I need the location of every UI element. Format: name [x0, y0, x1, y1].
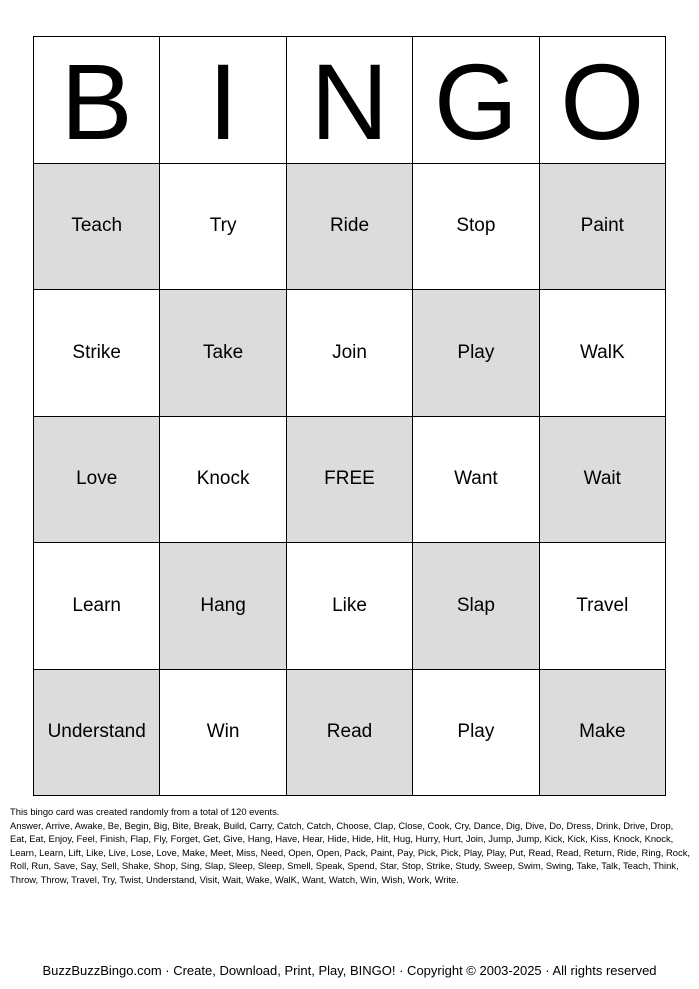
bingo-cell: WalK [540, 290, 666, 417]
bingo-cell: Want [413, 417, 539, 544]
header-letter-g: G [413, 37, 539, 164]
header-letter-o: O [540, 37, 666, 164]
card-info-note [10, 805, 690, 887]
bingo-cell: Slap [413, 543, 539, 670]
bingo-cell: Win [160, 670, 286, 797]
header-letter-i: I [160, 37, 286, 164]
bingo-cell: Like [287, 543, 413, 670]
bingo-cell: Play [413, 290, 539, 417]
bingo-cell: Stop [413, 164, 539, 291]
bingo-cell: Learn [34, 543, 160, 670]
header-letter-n: N [287, 37, 413, 164]
bingo-cell: Wait [540, 417, 666, 544]
free-space-cell: FREE [287, 417, 413, 544]
bingo-cell: Read [287, 670, 413, 797]
page-footer: BuzzBuzzBingo.com · Create, Download, Print, Play, BINGO! · Copyright © 2003-2025 · All rights reserved [42, 963, 657, 978]
bingo-cell: Teach [34, 164, 160, 291]
note-intro: This bingo card was created randomly from a total of 120 events. [10, 806, 280, 817]
event-list: Answer, Arrive, Awake, Be, Begin, Big, Bite, Break, Build, Carry, Catch, Catch, Choose, Clap, Close, Cook, Cry, Dance, Dig, Dive, Do, Dress, Drink, Drive, Drop, Eat, Eat, Enjoy, Feel, Finish, Flap, Fly, Forget, Get, Give, Hang, Have, Hear, Hide, Hide, Hit, Hug, Hurry, Hurt, Join, Jump, Jump, Kick, Kick, Kiss, Knock, Knock, Learn, Learn, Lift, Like, Live, Lose, Love, Make, Meet, Miss, Need, Open, Open, Pack, Paint, Pay, Pick, Pick, Play, Play, Put, Read, Read, Return, Ride, Ring, Rock, Roll, Run, Save, Say, Sell, Shake, Shop, Sing, Slap, Sleep, Sleep, Smell, Speak, Spend, Star, Stop, Strike, Study, Sweep, Swim, Swing, Take, Talk, Teach, Think, Throw, Throw, Travel, Try, Twist, Understand, Visit, Wait, Wake, WalK, Want, Watch, Win, Wish, Work, Write. [10, 819, 691, 885]
header-letter-b: B [34, 37, 160, 164]
bingo-cell: Knock [160, 417, 286, 544]
bingo-cell: Paint [540, 164, 666, 291]
bingo-cell: Try [160, 164, 286, 291]
bingo-cell: Love [34, 417, 160, 544]
bingo-cell: Understand [34, 670, 160, 797]
bingo-cell: Hang [160, 543, 286, 670]
bingo-cell: Make [540, 670, 666, 797]
bingo-cell: Take [160, 290, 286, 417]
bingo-cell: Play [413, 670, 539, 797]
bingo-cell: Join [287, 290, 413, 417]
bingo-cell: Strike [34, 290, 160, 417]
bingo-cell: Ride [287, 164, 413, 291]
bingo-cell: Travel [540, 543, 666, 670]
bingo-card [33, 36, 666, 796]
